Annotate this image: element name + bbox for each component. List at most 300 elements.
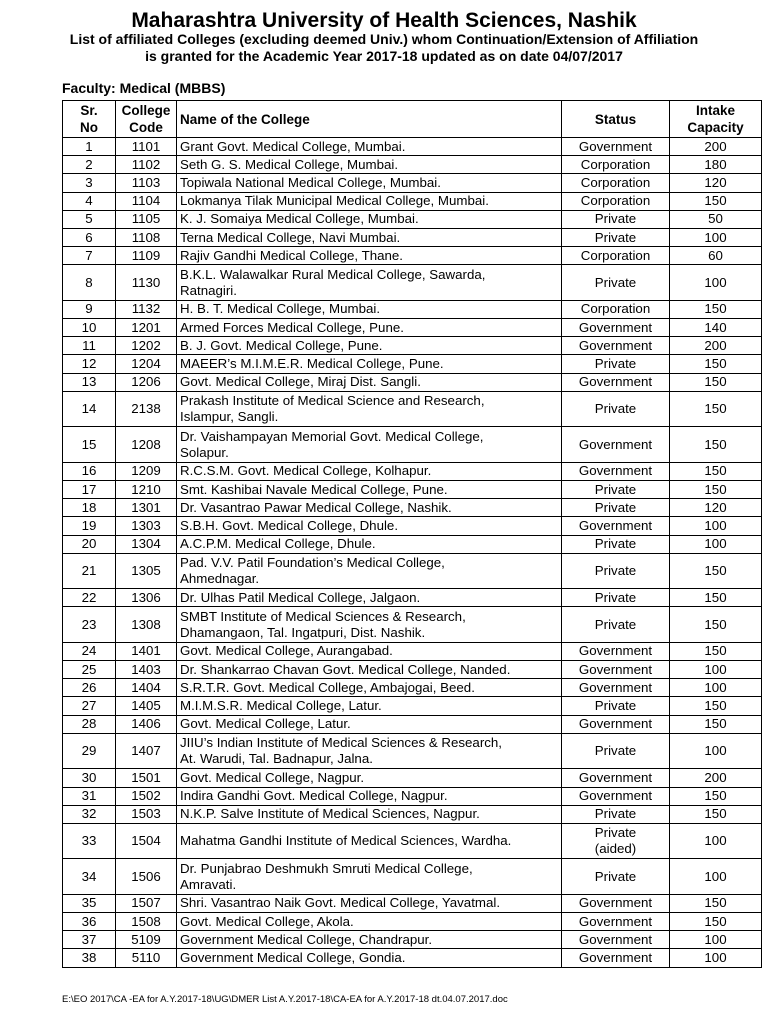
- cell-line: Dr. Vasantrao Pawar Medical College, Nashik.: [180, 499, 452, 515]
- table-row: [63, 499, 762, 517]
- table-row: [63, 949, 762, 967]
- cell-sr-no: 12: [63, 355, 116, 373]
- cell-college-code: 1301: [116, 499, 177, 517]
- cell-line: Private: [594, 825, 637, 841]
- cell-line: Islampur, Sangli.: [180, 409, 279, 424]
- cell-line: Private: [594, 499, 637, 515]
- cell-status: [562, 210, 670, 228]
- cell-intake-capacity: 150: [670, 642, 762, 660]
- cell-intake-capacity: 100: [670, 859, 762, 895]
- cell-sr-no: 32: [63, 805, 116, 823]
- cell-college-name: [177, 228, 562, 246]
- cell-sr-no: 10: [63, 319, 116, 337]
- cell-intake-capacity: 150: [670, 589, 762, 607]
- cell-college-code: 1109: [116, 247, 177, 265]
- cell-line: SMBT Institute of Medical Sciences & Research,: [180, 608, 466, 624]
- colleges-table: [62, 100, 762, 968]
- table-row: [63, 931, 762, 949]
- cell-line: Indira Gandhi Govt. Medical College, Nagpur.: [180, 788, 448, 804]
- cell-college-name: [177, 391, 562, 427]
- cell-status: [562, 391, 670, 427]
- cell-sr-no: 6: [63, 228, 116, 246]
- cell-sr-no: 33: [63, 823, 116, 859]
- cell-line: Corporation: [580, 193, 651, 209]
- cell-sr-no: 35: [63, 894, 116, 912]
- cell-college-code: 1403: [116, 661, 177, 679]
- cell-intake-capacity: 150: [670, 913, 762, 931]
- cell-college-name: [177, 174, 562, 192]
- table-row: [63, 805, 762, 823]
- cell-college-name: [177, 535, 562, 553]
- cell-status: [562, 427, 670, 463]
- cell-intake-capacity: 150: [670, 715, 762, 733]
- cell-college-name: [177, 499, 562, 517]
- cell-college-code: 1102: [116, 156, 177, 174]
- cell-college-name: [177, 805, 562, 823]
- cell-college-code: 1504: [116, 823, 177, 859]
- cell-intake-capacity: 200: [670, 337, 762, 355]
- cell-college-name: [177, 355, 562, 373]
- cell-intake-capacity: 150: [670, 373, 762, 391]
- cell-college-name: [177, 679, 562, 697]
- cell-status: [562, 319, 670, 337]
- file-path-footer: E:\EO 2017\CA -EA for A.Y.2017-18\UG\DMER List A.Y.2017-18\CA-EA for A.Y.2017-18 dt.04.07.2017.doc: [62, 994, 508, 1005]
- table-row: [63, 337, 762, 355]
- cell-college-name: [177, 462, 562, 480]
- table-row: [63, 480, 762, 498]
- cell-college-code: 1210: [116, 480, 177, 498]
- table-row: [63, 462, 762, 480]
- cell-status: [562, 931, 670, 949]
- cell-line: R.C.S.M. Govt. Medical College, Kolhapur.: [180, 463, 432, 479]
- cell-sr-no: 15: [63, 427, 116, 463]
- table-body: [63, 138, 762, 968]
- cell-intake-capacity: 100: [670, 949, 762, 967]
- cell-line: Corporation: [580, 174, 651, 190]
- table-row: [63, 697, 762, 715]
- cell-college-code: 1406: [116, 715, 177, 733]
- cell-sr-no: 2: [63, 156, 116, 174]
- cell-line: H. B. T. Medical College, Mumbai.: [180, 301, 381, 317]
- cell-line: Government: [578, 463, 653, 479]
- cell-college-code: 1108: [116, 228, 177, 246]
- cell-sr-no: 34: [63, 859, 116, 895]
- cell-line: Dhamangaon, Tal. Ingatpuri, Dist. Nashik.: [180, 624, 426, 640]
- cell-line: Private: [594, 355, 637, 371]
- document-subtitle: [0, 31, 768, 65]
- cell-status: [562, 480, 670, 498]
- cell-college-name: [177, 553, 562, 589]
- cell-college-code: 1501: [116, 769, 177, 787]
- cell-intake-capacity: 50: [670, 210, 762, 228]
- cell-line: Govt. Medical College, Aurangabad.: [180, 643, 393, 659]
- cell-line: Dr. Shankarrao Chavan Govt. Medical College, Nanded.: [180, 661, 511, 677]
- cell-line: Seth G. S. Medical College, Mumbai.: [180, 156, 399, 172]
- cell-college-code: 1204: [116, 355, 177, 373]
- table-row: [63, 823, 762, 859]
- cell-sr-no: 28: [63, 715, 116, 733]
- table-row: [63, 642, 762, 660]
- cell-status: [562, 517, 670, 535]
- cell-line: Private: [594, 401, 637, 416]
- cell-college-name: [177, 661, 562, 679]
- cell-line: N.K.P. Salve Institute of Medical Sciences, Nagpur.: [180, 806, 480, 822]
- cell-status: [562, 589, 670, 607]
- table-row: [63, 210, 762, 228]
- cell-status: [562, 228, 670, 246]
- cell-sr-no: 3: [63, 174, 116, 192]
- table-row: [63, 174, 762, 192]
- table-row: [63, 894, 762, 912]
- cell-status: [562, 300, 670, 318]
- cell-status: [562, 373, 670, 391]
- cell-college-name: [177, 642, 562, 660]
- cell-line: Amravati.: [180, 876, 237, 892]
- cell-line: S.B.H. Govt. Medical College, Dhule.: [180, 517, 399, 533]
- table-header-row: [63, 101, 762, 138]
- cell-line: Government: [578, 643, 653, 659]
- cell-college-code: 1507: [116, 894, 177, 912]
- cell-college-code: 1305: [116, 553, 177, 589]
- cell-status: [562, 661, 670, 679]
- cell-sr-no: 9: [63, 300, 116, 318]
- cell-college-code: 1404: [116, 679, 177, 697]
- cell-sr-no: 25: [63, 661, 116, 679]
- cell-college-name: [177, 210, 562, 228]
- cell-intake-capacity: 100: [670, 661, 762, 679]
- cell-status: [562, 805, 670, 823]
- cell-status: [562, 913, 670, 931]
- cell-intake-capacity: 60: [670, 247, 762, 265]
- cell-line: Government: [578, 788, 653, 804]
- cell-intake-capacity: 140: [670, 319, 762, 337]
- header-line: Capacity: [687, 120, 744, 135]
- cell-college-name: [177, 823, 562, 859]
- cell-college-name: [177, 156, 562, 174]
- cell-intake-capacity: 200: [670, 138, 762, 156]
- cell-line: Lokmanya Tilak Municipal Medical College, Mumbai.: [180, 193, 489, 209]
- cell-college-code: 1101: [116, 138, 177, 156]
- cell-line: Dr. Ulhas Patil Medical College, Jalgaon.: [180, 589, 421, 605]
- table-row: [63, 156, 762, 174]
- cell-college-name: [177, 607, 562, 643]
- cell-sr-no: 4: [63, 192, 116, 210]
- cell-sr-no: 22: [63, 589, 116, 607]
- cell-line: Pad. V.V. Patil Foundation’s Medical College,: [180, 554, 445, 570]
- table-row: [63, 913, 762, 931]
- cell-sr-no: 13: [63, 373, 116, 391]
- cell-sr-no: 27: [63, 697, 116, 715]
- cell-line: Government: [578, 931, 653, 947]
- cell-college-name: [177, 894, 562, 912]
- table-row: [63, 319, 762, 337]
- cell-line: Government: [578, 374, 653, 390]
- cell-status: [562, 355, 670, 373]
- cell-college-name: [177, 769, 562, 787]
- cell-line: Private: [594, 481, 637, 497]
- cell-line: S.R.T.R. Govt. Medical College, Ambajogai, Beed.: [180, 679, 475, 695]
- cell-college-code: 1503: [116, 805, 177, 823]
- cell-college-code: 1508: [116, 913, 177, 931]
- cell-line: Mahatma Gandhi Institute of Medical Sciences, Wardha.: [180, 833, 512, 849]
- table-row: [63, 355, 762, 373]
- cell-college-name: [177, 427, 562, 463]
- cell-sr-no: 11: [63, 337, 116, 355]
- cell-line: MAEER’s M.I.M.E.R. Medical College, Pune.: [180, 355, 444, 371]
- cell-intake-capacity: 100: [670, 679, 762, 697]
- cell-intake-capacity: 150: [670, 462, 762, 480]
- cell-sr-no: 5: [63, 210, 116, 228]
- cell-sr-no: 31: [63, 787, 116, 805]
- cell-line: Private: [594, 229, 637, 245]
- cell-line: Terna Medical College, Navi Mumbai.: [180, 229, 401, 245]
- cell-intake-capacity: 150: [670, 300, 762, 318]
- header-line: Name of the College: [180, 111, 310, 127]
- cell-status: [562, 337, 670, 355]
- cell-intake-capacity: 150: [670, 553, 762, 589]
- cell-intake-capacity: 100: [670, 265, 762, 301]
- cell-sr-no: 23: [63, 607, 116, 643]
- cell-sr-no: 38: [63, 949, 116, 967]
- cell-line: Government Medical College, Chandrapur.: [180, 931, 433, 947]
- cell-college-name: [177, 949, 562, 967]
- cell-intake-capacity: 150: [670, 697, 762, 715]
- cell-college-code: 1401: [116, 642, 177, 660]
- cell-intake-capacity: 100: [670, 535, 762, 553]
- cell-line: Corporation: [580, 301, 651, 317]
- cell-college-code: 1206: [116, 373, 177, 391]
- table-row: [63, 373, 762, 391]
- cell-line: Government Medical College, Gondia.: [180, 950, 406, 966]
- cell-intake-capacity: 150: [670, 391, 762, 427]
- table-row: [63, 589, 762, 607]
- table-row: [63, 517, 762, 535]
- cell-college-code: 1132: [116, 300, 177, 318]
- cell-line: Private: [594, 536, 637, 552]
- cell-line: At. Warudi, Tal. Badnapur, Jalna.: [180, 751, 373, 767]
- cell-line: Private: [594, 562, 637, 578]
- cell-line: Government: [578, 138, 653, 154]
- cell-status: [562, 247, 670, 265]
- cell-line: Private: [594, 698, 637, 714]
- cell-line: Dr. Punjabrao Deshmukh Smruti Medical College,: [180, 860, 473, 876]
- cell-sr-no: 1: [63, 138, 116, 156]
- cell-intake-capacity: 180: [670, 156, 762, 174]
- cell-college-code: 1202: [116, 337, 177, 355]
- cell-line: Private: [594, 589, 637, 605]
- cell-college-name: [177, 319, 562, 337]
- cell-intake-capacity: 150: [670, 480, 762, 498]
- cell-status: [562, 138, 670, 156]
- header-line: Sr.: [80, 103, 98, 118]
- document-title: Maharashtra University of Health Sciences, Nashik: [131, 9, 637, 32]
- cell-sr-no: 19: [63, 517, 116, 535]
- cell-status: [562, 607, 670, 643]
- cell-college-code: 1306: [116, 589, 177, 607]
- table-row: [63, 427, 762, 463]
- cell-sr-no: 21: [63, 553, 116, 589]
- cell-status: [562, 462, 670, 480]
- cell-college-code: 5110: [116, 949, 177, 967]
- cell-intake-capacity: 150: [670, 355, 762, 373]
- cell-intake-capacity: 200: [670, 769, 762, 787]
- table-row: [63, 679, 762, 697]
- cell-line: B.K.L. Walawalkar Rural Medical College, Sawarda,: [180, 266, 486, 282]
- cell-line: B. J. Govt. Medical College, Pune.: [180, 337, 383, 353]
- cell-status: [562, 894, 670, 912]
- cell-intake-capacity: 100: [670, 517, 762, 535]
- cell-college-name: [177, 931, 562, 949]
- cell-college-code: 1201: [116, 319, 177, 337]
- cell-college-code: 1303: [116, 517, 177, 535]
- cell-college-name: [177, 589, 562, 607]
- cell-line: A.C.P.M. Medical College, Dhule.: [180, 536, 376, 552]
- cell-status: [562, 715, 670, 733]
- cell-college-code: 1105: [116, 210, 177, 228]
- cell-college-code: 1407: [116, 733, 177, 769]
- cell-college-code: 1208: [116, 427, 177, 463]
- cell-college-code: 5109: [116, 931, 177, 949]
- cell-college-code: 1209: [116, 462, 177, 480]
- cell-line: Solapur.: [180, 444, 229, 460]
- cell-line: Government: [578, 913, 653, 929]
- cell-intake-capacity: 150: [670, 787, 762, 805]
- cell-line: Armed Forces Medical College, Pune.: [180, 319, 404, 335]
- cell-college-code: 1308: [116, 607, 177, 643]
- cell-college-name: [177, 373, 562, 391]
- cell-college-name: [177, 300, 562, 318]
- cell-line: Government: [578, 679, 653, 695]
- cell-sr-no: 18: [63, 499, 116, 517]
- cell-status: [562, 949, 670, 967]
- cell-line: Govt. Medical College, Nagpur.: [180, 769, 365, 785]
- cell-line: Topiwala National Medical College, Mumbai.: [180, 174, 441, 190]
- cell-college-name: [177, 787, 562, 805]
- cell-college-name: [177, 265, 562, 301]
- cell-line: Ahmednagar.: [180, 570, 260, 586]
- cell-line: (aided): [594, 841, 637, 857]
- table-row: [63, 247, 762, 265]
- cell-line: Govt. Medical College, Miraj Dist. Sangli.: [180, 374, 421, 390]
- cell-status: [562, 642, 670, 660]
- cell-status: [562, 859, 670, 895]
- cell-line: Rajiv Gandhi Medical College, Thane.: [180, 247, 403, 263]
- cell-line: Prakash Institute of Medical Science and Research,: [180, 393, 485, 408]
- cell-line: Shri. Vasantrao Naik Govt. Medical College, Yavatmal.: [180, 895, 501, 911]
- column-header-college-code: [116, 101, 177, 138]
- cell-status: [562, 553, 670, 589]
- cell-college-name: [177, 480, 562, 498]
- table-row: [63, 787, 762, 805]
- cell-intake-capacity: 120: [670, 174, 762, 192]
- table-row: [63, 300, 762, 318]
- cell-line: Corporation: [580, 156, 651, 172]
- cell-line: Private: [594, 274, 637, 290]
- header-line: Status: [594, 111, 637, 127]
- cell-college-name: [177, 192, 562, 210]
- table-row: [63, 715, 762, 733]
- cell-sr-no: 14: [63, 391, 116, 427]
- cell-sr-no: 29: [63, 733, 116, 769]
- cell-line: Government: [578, 661, 653, 677]
- table-row: [63, 553, 762, 589]
- table-row: [63, 769, 762, 787]
- cell-intake-capacity: 150: [670, 805, 762, 823]
- cell-college-name: [177, 733, 562, 769]
- cell-intake-capacity: 150: [670, 192, 762, 210]
- cell-line: Private: [594, 806, 637, 822]
- faculty-heading: Faculty: Medical (MBBS): [62, 80, 226, 96]
- cell-status: [562, 265, 670, 301]
- cell-intake-capacity: 150: [670, 607, 762, 643]
- column-header-intake-capacity: [670, 101, 762, 138]
- cell-college-code: 2138: [116, 391, 177, 427]
- cell-college-code: 1304: [116, 535, 177, 553]
- cell-intake-capacity: 100: [670, 733, 762, 769]
- cell-college-code: 1506: [116, 859, 177, 895]
- header-line: Intake: [695, 103, 736, 118]
- cell-line: Ratnagiri.: [180, 282, 237, 298]
- cell-line: Government: [578, 895, 653, 911]
- cell-line: K. J. Somaiya Medical College, Mumbai.: [180, 211, 419, 227]
- table-row: [63, 661, 762, 679]
- cell-college-code: 1130: [116, 265, 177, 301]
- table-row: [63, 138, 762, 156]
- cell-intake-capacity: 120: [670, 499, 762, 517]
- cell-sr-no: 20: [63, 535, 116, 553]
- cell-line: Government: [578, 436, 653, 452]
- cell-line: Government: [578, 337, 653, 353]
- cell-status: [562, 823, 670, 859]
- cell-line: Government: [578, 716, 653, 732]
- cell-line: Private: [594, 868, 637, 884]
- cell-status: [562, 697, 670, 715]
- cell-line: Govt. Medical College, Akola.: [180, 913, 354, 929]
- cell-sr-no: 26: [63, 679, 116, 697]
- cell-status: [562, 156, 670, 174]
- cell-status: [562, 733, 670, 769]
- cell-sr-no: 30: [63, 769, 116, 787]
- cell-line: Dr. Vaishampayan Memorial Govt. Medical College,: [180, 428, 484, 444]
- header-line: Code: [129, 120, 163, 135]
- header-line: College: [121, 103, 171, 118]
- cell-intake-capacity: 100: [670, 823, 762, 859]
- column-header-college-name: [177, 101, 562, 138]
- subtitle-line: is granted for the Academic Year 2017-18 updated as on date 04/07/2017: [145, 48, 623, 64]
- table-row: [63, 192, 762, 210]
- cell-college-name: [177, 138, 562, 156]
- cell-line: JIIU’s Indian Institute of Medical Sciences & Research,: [180, 735, 502, 751]
- cell-intake-capacity: 100: [670, 931, 762, 949]
- table-row: [63, 607, 762, 643]
- cell-line: Government: [578, 769, 653, 785]
- cell-status: [562, 679, 670, 697]
- cell-sr-no: 7: [63, 247, 116, 265]
- cell-line: Private: [594, 616, 637, 632]
- cell-sr-no: 8: [63, 265, 116, 301]
- cell-college-name: [177, 337, 562, 355]
- cell-intake-capacity: 150: [670, 894, 762, 912]
- column-header-status: [562, 101, 670, 138]
- cell-line: Smt. Kashibai Navale Medical College, Pune.: [180, 481, 448, 497]
- cell-line: Government: [578, 950, 653, 966]
- cell-line: Government: [578, 517, 653, 533]
- cell-status: [562, 499, 670, 517]
- cell-line: Grant Govt. Medical College, Mumbai.: [180, 138, 406, 154]
- cell-line: Private: [594, 211, 637, 227]
- cell-line: Private: [594, 743, 637, 759]
- cell-sr-no: 37: [63, 931, 116, 949]
